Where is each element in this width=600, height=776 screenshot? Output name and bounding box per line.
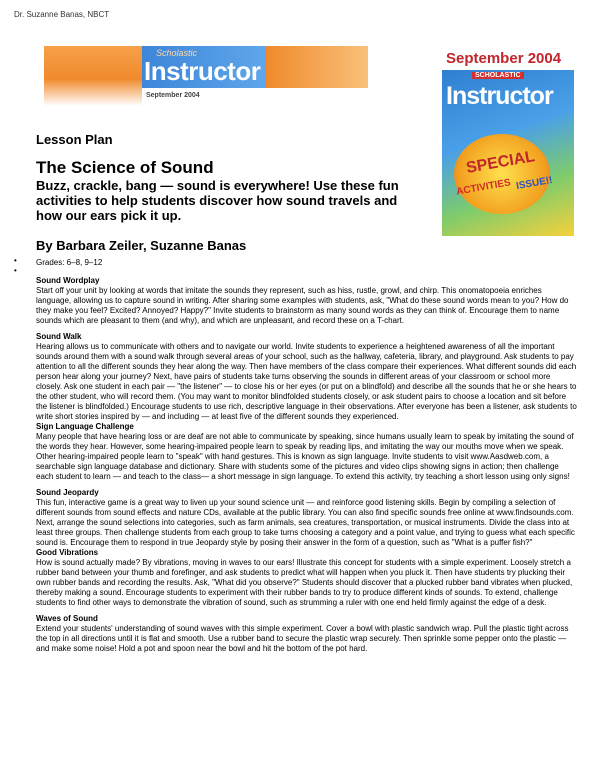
- magazine-banner: [44, 46, 368, 106]
- section-sign-language-challenge: [36, 422, 578, 482]
- lesson-content: [36, 276, 578, 654]
- section-text: How is sound actually made? By vibrations, moving in waves to our ears! Illustrate this concept for students with a simple experiment. Loosely stretch a rubber band between your thumb and forefinger, and ask students to predict what will happen when you pluck it. Then have students try plucking their own rubber bands and recording the results. Ask, "What did you observe?" Students should discover that a plucked rubber band vibrates when plucked, thereby making a sound. Encourage students to experiment with their rubber bands to try to produce different kinds of sounds. To extend, challenge students to find other ways to demonstrate the vibration of sound, such as strumming a ruler with one end held firmly against the edge of a desk.: [36, 558, 573, 607]
- section-sound-wordplay: [36, 276, 578, 326]
- section-sound-walk: [36, 332, 578, 422]
- cover-issue-date: September 2004: [446, 50, 562, 67]
- section-text: Extend your students' understanding of sound waves with this simple experiment. Cover a bowl with plastic sandwich wrap. Pull the plastic tight across the top in all directions until it is flat and smooth. Use a rubber band to secure the plastic wrap securely. Then sprinkle some pepper onto the plastic — and make some noise! Hold a pot and spoon near the bowl and hit the bottom of the pot hard.: [36, 624, 569, 653]
- section-text: Start off your unit by looking at words that imitate the sounds they represent, such as hiss, rustle, growl, and chirp. This onomatopoeia enriches language, allowing us to capture sound in writing. After sharing some examples with students, ask, "What do these sound words mean to you? How do they make you feel? Excited? Annoyed? Happy?" Invite students to brainstorm as many sound words as they can think of. Encourage them to name sounds which are pleasant to them (and why), and which are unpleasant, and record these on a T-chart.: [36, 286, 569, 325]
- cover-special-text: SPECIAL: [464, 148, 537, 177]
- banner-date: September 2004: [146, 92, 200, 99]
- page-subtitle: Buzz, crackle, bang — sound is everywhere! Use these fun activities to help students discover how sound travels and how our ears pick it up.: [36, 178, 399, 223]
- magazine-cover: [442, 70, 574, 236]
- document-header-author: Dr. Suzanne Banas, NBCT: [14, 10, 110, 19]
- cover-issue-text: ISSUE!!: [515, 174, 554, 193]
- section-heading: Sound Walk: [36, 332, 82, 341]
- cover-brand: SCHOLASTIC: [472, 72, 524, 79]
- grade-levels: Grades: 6–8, 9–12: [36, 258, 103, 267]
- bullet-icon: •: [14, 256, 17, 265]
- section-good-vibrations: [36, 548, 578, 608]
- banner-brand: Scholastic: [156, 48, 198, 58]
- byline: By Barbara Zeiler, Suzanne Banas: [36, 238, 247, 253]
- section-heading: Good Vibrations: [36, 548, 99, 557]
- cover-title: Instructor: [446, 82, 553, 110]
- section-text: Hearing allows us to communicate with others and to navigate our world. Invite students to experience a heightened awareness of all the important sounds around them with a sound walk through several areas of your school, such as the hallway, cafeteria, library, and playground. Ask students to pay attention to all the different sounds they hear along the way. Then have members of the class compare their experiences. What different sounds did each person hear along your journey? Next, have pairs of students take turns observing the sounds in different areas of your classroom or school more closely. Ask one student in each pair — "the listener" — to close his or her eyes (or put on a blindfold) and describe all the sounds that he or she hears to the other student, who will record them. (You may want to monitor blindfolded students closely, or ask student pairs to choose a location and sit before the listener is blindfolded.) Encourage students to use rich, descriptive language in their observations. After everyone has been a listener, ask students to write short stories inspired by — and including — at least five of the different sounds they experienced.: [36, 342, 577, 421]
- banner-title: Instructor: [144, 56, 261, 86]
- section-waves-of-sound: [36, 614, 578, 654]
- section-heading: Sound Wordplay: [36, 276, 100, 285]
- page-title: The Science of Sound: [36, 158, 214, 177]
- section-heading: Sound Jeopardy: [36, 488, 99, 497]
- cover-activities-text: ACTIVITIES: [455, 177, 512, 198]
- bullet-icon: •: [14, 266, 17, 275]
- section-text: This fun, interactive game is a great way to liven up your sound science unit — and reinforce good listening skills. Begin by compiling a selection of different sounds from sound effects and nature CDs, available at the public library. You can also find specific sounds free online at www.findsounds.com. Next, arrange the sound selections into categories, such as farm animals, sea creatures, transportation, or musical instruments. Divide the class into at least three groups. Then challenge students from each group to take turns choosing a category and a point value, and trying to guess what each specific sound is. Encourage them to respond in true Jeopardy style by posing their answer in the form of a question, such as "What is a puffer fish?": [36, 498, 575, 547]
- section-sound-jeopardy: [36, 488, 578, 548]
- section-heading: Waves of Sound: [36, 614, 98, 623]
- section-text: Many people that have hearing loss or are deaf are not able to communicate by speaking, since humans usually learn to speak by imitating the sound of the words they hear. However, some hearing-impaired people learn to speak by reading lips, and imitating the way our mouths move when we speak. Other hearing-impaired people learn to "speak" with hand gestures. This is known as sign language. Invite students to visit www.Aasdweb.com, a searchable sign language database and dictionary. Share with students some of the pictures and video clips showing signs in action; then challenge each student to learn — and teach to the class— a short message in sign language. To extend this activity, try teaching a short lesson using only signs!: [36, 432, 574, 481]
- banner-photo: [44, 46, 142, 106]
- lesson-plan-label: Lesson Plan: [36, 132, 113, 147]
- section-heading: Sign Language Challenge: [36, 422, 134, 431]
